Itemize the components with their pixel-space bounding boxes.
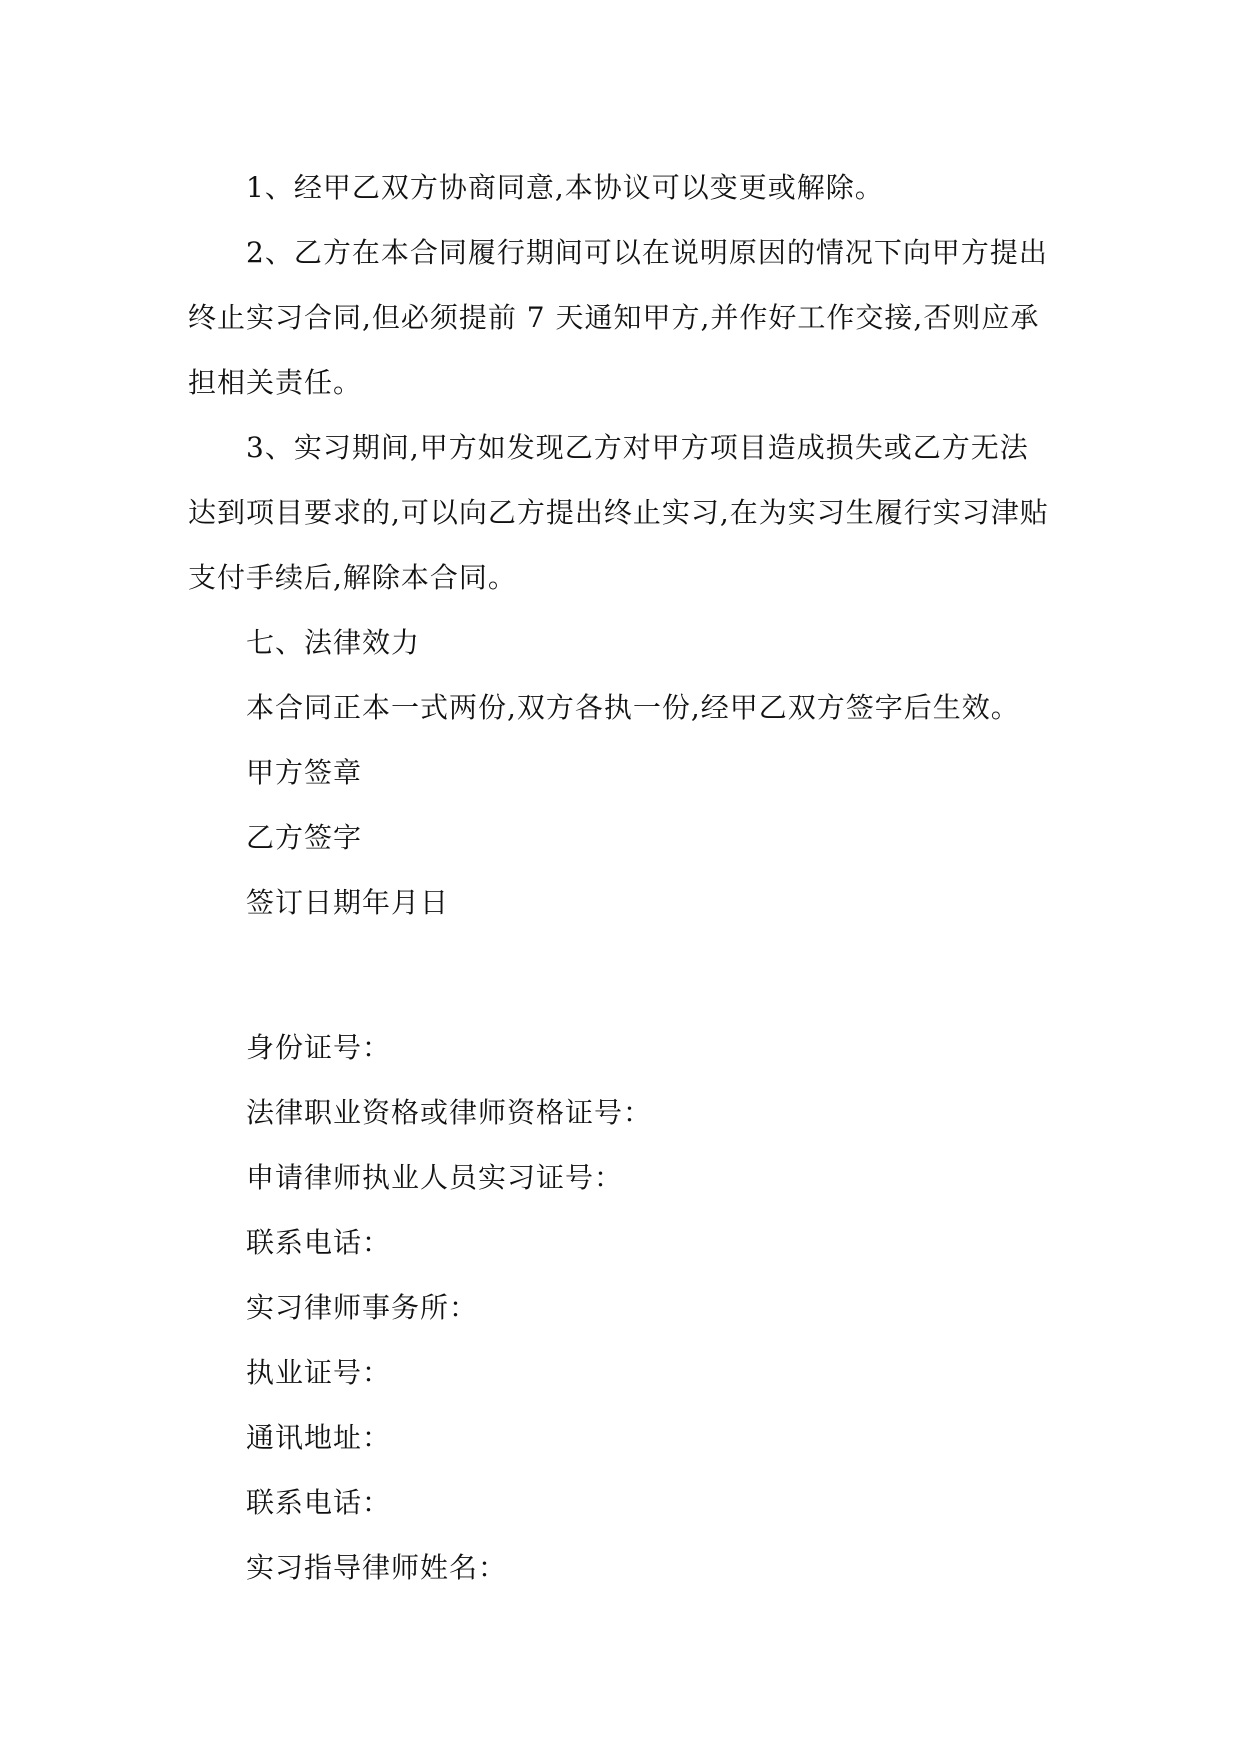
signing-date-label: 签订日期年月日 <box>246 886 450 919</box>
document-body <box>188 155 1054 1600</box>
clause-3: 3、实习期间,甲方如发现乙方对甲方项目造成损失或乙方无法达到项目要求的,可以向乙方提出终止实习,在为实习生履行实习津贴支付手续后,解除本合同。 <box>188 431 1049 594</box>
clause-1: 1、经甲乙双方协商同意,本协议可以变更或解除。 <box>246 171 884 204</box>
party-a-seal-label: 甲方签章 <box>246 756 363 789</box>
effect-clause: 本合同正本一式两份,双方各执一份,经甲乙双方签字后生效。 <box>246 691 1020 724</box>
field-mailing-address: 通讯地址： <box>246 1421 392 1454</box>
field-phone-1: 联系电话： <box>246 1226 392 1259</box>
field-trainee-certificate-number: 申请律师执业人员实习证号： <box>246 1161 624 1194</box>
section-spacer <box>188 935 1054 1015</box>
field-law-firm: 实习律师事务所： <box>246 1291 479 1324</box>
field-phone-2: 联系电话： <box>246 1486 392 1519</box>
field-id-number: 身份证号： <box>246 1031 392 1064</box>
section-heading-legal-effect: 七、法律效力 <box>246 626 421 659</box>
field-practice-certificate-number: 执业证号： <box>246 1356 392 1389</box>
field-qualification-number: 法律职业资格或律师资格证号： <box>246 1096 653 1129</box>
party-b-signature-label: 乙方签字 <box>246 821 363 854</box>
clause-2: 2、乙方在本合同履行期间可以在说明原因的情况下向甲方提出终止实习合同,但必须提前 7 天通知甲方,并作好工作交接,否则应承担相关责任。 <box>188 236 1048 399</box>
field-supervising-lawyer-name: 实习指导律师姓名： <box>246 1551 508 1584</box>
